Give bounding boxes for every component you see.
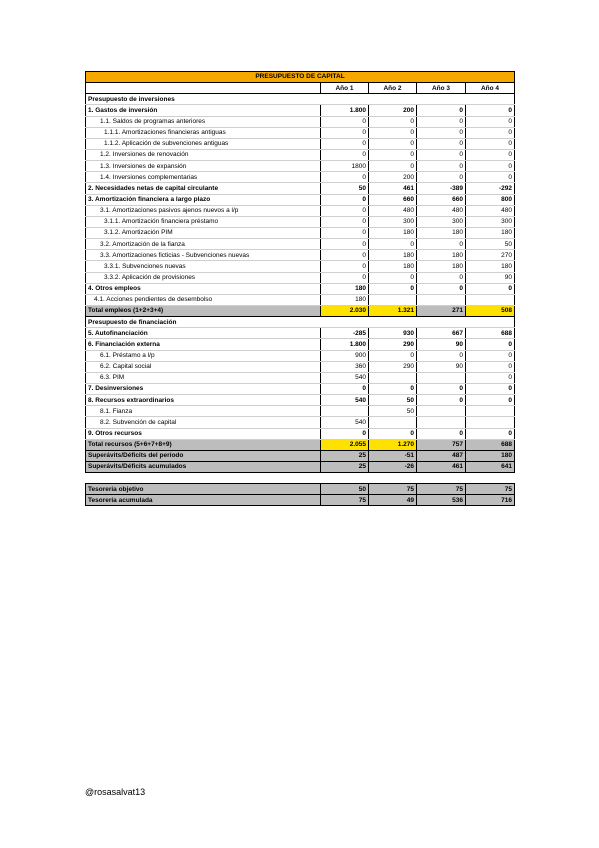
header-blank xyxy=(86,83,321,94)
cell-year1: 75 xyxy=(321,495,369,506)
row-label: 3.3.2. Aplicación de provisiones xyxy=(86,272,321,283)
cell-year4: 0 xyxy=(466,372,515,383)
cell-year4 xyxy=(466,294,515,305)
table-row xyxy=(86,250,515,261)
table-row xyxy=(86,272,515,283)
row-label: 3.1.1. Amortización financiera préstamo xyxy=(86,216,321,227)
cell-year4: 480 xyxy=(466,205,515,216)
cell-year3: 90 xyxy=(417,361,466,372)
cell-year1: 0 xyxy=(321,138,369,149)
row-label: 3.2. Amortización de la fianza xyxy=(86,239,321,250)
cell-year2: 200 xyxy=(369,172,417,183)
row-label: 1.2. Inversiones de renovación xyxy=(86,149,321,160)
cell-year1: 180 xyxy=(321,283,369,294)
cell-year2 xyxy=(369,294,417,305)
row-label: 7. Desinversiones xyxy=(86,383,321,394)
cell-year2: 0 xyxy=(369,283,417,294)
table-row xyxy=(86,361,515,372)
column-header-year1: Año 1 xyxy=(321,83,369,94)
cell-year2: 0 xyxy=(369,383,417,394)
row-label: 1. Gastos de inversión xyxy=(86,105,321,116)
cell-year4: 716 xyxy=(466,495,515,506)
cell-year3: 0 xyxy=(417,172,466,183)
cell-year3: 667 xyxy=(417,328,466,339)
cell-year4: 0 xyxy=(466,138,515,149)
cell-year1: 0 xyxy=(321,194,369,205)
table-title-row xyxy=(86,72,515,83)
table-row xyxy=(86,495,515,506)
cell-year2: 0 xyxy=(369,116,417,127)
cell-year3: 0 xyxy=(417,161,466,172)
cell-year1: 0 xyxy=(321,205,369,216)
table-row xyxy=(86,461,515,472)
cell-year1: -285 xyxy=(321,328,369,339)
cell-year2: 0 xyxy=(369,161,417,172)
cell-year3: 180 xyxy=(417,250,466,261)
table-row xyxy=(86,406,515,417)
table-row xyxy=(86,261,515,272)
cell-year2: 290 xyxy=(369,361,417,372)
table-row xyxy=(86,172,515,183)
row-label: Tesorería objetivo xyxy=(86,484,321,495)
row-label: 6. Financiación externa xyxy=(86,339,321,350)
cell-year3: 0 xyxy=(417,149,466,160)
row-label: 3.3.1. Subvenciones nuevas xyxy=(86,261,321,272)
cell-year3: 0 xyxy=(417,239,466,250)
row-label: 1.4. Inversiones complementarias xyxy=(86,172,321,183)
table-row xyxy=(86,183,515,194)
cell-year4: 688 xyxy=(466,328,515,339)
cell-year4: 0 xyxy=(466,383,515,394)
cell-year4: 688 xyxy=(466,439,515,450)
cell-year3: 487 xyxy=(417,450,466,461)
cell-year2 xyxy=(369,372,417,383)
cell-year3: 480 xyxy=(417,205,466,216)
row-label: Tesorería acumulada xyxy=(86,495,321,506)
cell-year3: 0 xyxy=(417,383,466,394)
cell-year4: 0 xyxy=(466,105,515,116)
table-row xyxy=(86,239,515,250)
cell-year1: 0 xyxy=(321,216,369,227)
cell-year2: 1.270 xyxy=(369,439,417,450)
spacer-row xyxy=(86,473,515,484)
cell-year3 xyxy=(417,417,466,428)
cell-year4 xyxy=(466,417,515,428)
cell-year3 xyxy=(417,372,466,383)
table-row xyxy=(86,127,515,138)
row-label: 1.1.1. Amortizaciones financieras antiguas xyxy=(86,127,321,138)
row-label: 1.3. Inversiones de expansión xyxy=(86,161,321,172)
table-row xyxy=(86,227,515,238)
cell-year3: -389 xyxy=(417,183,466,194)
cell-year1: 1.800 xyxy=(321,339,369,350)
capital-budget-table xyxy=(85,71,515,506)
column-header-year3: Año 3 xyxy=(417,83,466,94)
row-label xyxy=(86,473,321,484)
column-header-year2: Año 2 xyxy=(369,83,417,94)
cell-year4: 0 xyxy=(466,116,515,127)
cell-year4: 180 xyxy=(466,261,515,272)
cell-year1: 0 xyxy=(321,116,369,127)
cell-year1: 25 xyxy=(321,461,369,472)
cell-year1: 1.800 xyxy=(321,105,369,116)
cell-year2: 49 xyxy=(369,495,417,506)
cell-year4: 300 xyxy=(466,216,515,227)
table-row xyxy=(86,138,515,149)
cell-year1: 900 xyxy=(321,350,369,361)
table-row xyxy=(86,395,515,406)
table-row xyxy=(86,205,515,216)
table-title: PRESUPUESTO DE CAPITAL xyxy=(86,72,515,83)
row-label: Total empleos (1+2+3+4) xyxy=(86,305,321,316)
cell-year3: 536 xyxy=(417,495,466,506)
table-row xyxy=(86,149,515,160)
cell-year2 xyxy=(369,417,417,428)
table-row xyxy=(86,383,515,394)
cell-year1: 360 xyxy=(321,361,369,372)
cell-year3: 90 xyxy=(417,339,466,350)
cell-year1: 50 xyxy=(321,183,369,194)
cell-year3 xyxy=(417,406,466,417)
row-label: 6.1. Préstamo a l/p xyxy=(86,350,321,361)
cell-year3 xyxy=(417,473,466,484)
cell-year1: 1800 xyxy=(321,161,369,172)
row-label: 4.1. Acciones pendientes de desembolso xyxy=(86,294,321,305)
cell-year4: -292 xyxy=(466,183,515,194)
row-label: 6.3. PIM xyxy=(86,372,321,383)
cell-year1: 0 xyxy=(321,383,369,394)
cell-year1: 540 xyxy=(321,395,369,406)
cell-year1: 2.055 xyxy=(321,439,369,450)
table-row xyxy=(86,428,515,439)
table-row xyxy=(86,350,515,361)
row-label: Superávits/Déficits acumulados xyxy=(86,461,321,472)
cell-year2: 50 xyxy=(369,406,417,417)
row-label: 2. Necesidades netas de capital circulante xyxy=(86,183,321,194)
cell-year2: 180 xyxy=(369,250,417,261)
table-row xyxy=(86,294,515,305)
table-row xyxy=(86,216,515,227)
cell-year4: 0 xyxy=(466,395,515,406)
cell-year4: 0 xyxy=(466,361,515,372)
row-label: 6.2. Capital social xyxy=(86,361,321,372)
table-row xyxy=(86,283,515,294)
cell-year2 xyxy=(369,473,417,484)
table-row xyxy=(86,450,515,461)
cell-year1: 540 xyxy=(321,417,369,428)
cell-year4 xyxy=(466,406,515,417)
cell-year3: 757 xyxy=(417,439,466,450)
cell-year2: 290 xyxy=(369,339,417,350)
table-row xyxy=(86,484,515,495)
cell-year1: 0 xyxy=(321,250,369,261)
cell-year2: 0 xyxy=(369,149,417,160)
table-row xyxy=(86,439,515,450)
row-label: 3.1. Amortizaciones pasivos ajenos nuevos a l/p xyxy=(86,205,321,216)
cell-year4: 180 xyxy=(466,450,515,461)
table-row xyxy=(86,94,515,105)
cell-year3: 0 xyxy=(417,127,466,138)
table-row xyxy=(86,372,515,383)
row-label: 3. Amortización financiera a largo plazo xyxy=(86,194,321,205)
cell-year2: 0 xyxy=(369,350,417,361)
row-label: 8. Recursos extraordinarios xyxy=(86,395,321,406)
table-row xyxy=(86,417,515,428)
cell-year3: 0 xyxy=(417,138,466,149)
cell-year1: 0 xyxy=(321,172,369,183)
cell-year3 xyxy=(417,294,466,305)
cell-year3: 0 xyxy=(417,395,466,406)
cell-year4: 0 xyxy=(466,283,515,294)
cell-year4: 50 xyxy=(466,239,515,250)
cell-year2: 0 xyxy=(369,239,417,250)
cell-year1: 0 xyxy=(321,428,369,439)
cell-year1: 2.030 xyxy=(321,305,369,316)
cell-year1: 0 xyxy=(321,272,369,283)
cell-year4: 180 xyxy=(466,227,515,238)
table-row xyxy=(86,339,515,350)
cell-year2: 180 xyxy=(369,227,417,238)
cell-year3: 0 xyxy=(417,283,466,294)
cell-year4: 90 xyxy=(466,272,515,283)
table-row xyxy=(86,328,515,339)
cell-year3: 0 xyxy=(417,116,466,127)
cell-year4: 641 xyxy=(466,461,515,472)
row-label: 3.1.2. Amortización PIM xyxy=(86,227,321,238)
cell-year4: 270 xyxy=(466,250,515,261)
cell-year1: 50 xyxy=(321,484,369,495)
row-label: 1.1.2. Aplicación de subvenciones antiguas xyxy=(86,138,321,149)
row-label: Presupuesto de inversiones xyxy=(86,94,515,105)
cell-year2: 0 xyxy=(369,272,417,283)
column-header-year4: Año 4 xyxy=(466,83,515,94)
cell-year2: 461 xyxy=(369,183,417,194)
cell-year2: -26 xyxy=(369,461,417,472)
cell-year1: 0 xyxy=(321,261,369,272)
cell-year1: 25 xyxy=(321,450,369,461)
cell-year3: 660 xyxy=(417,194,466,205)
cell-year2: 480 xyxy=(369,205,417,216)
cell-year2: -51 xyxy=(369,450,417,461)
cell-year2: 660 xyxy=(369,194,417,205)
cell-year1: 180 xyxy=(321,294,369,305)
cell-year4: 0 xyxy=(466,339,515,350)
cell-year2: 1.321 xyxy=(369,305,417,316)
cell-year3: 300 xyxy=(417,216,466,227)
row-label: 3.3. Amortizaciones ficticias - Subvenciones nuevas xyxy=(86,250,321,261)
cell-year3: 0 xyxy=(417,428,466,439)
cell-year1: 0 xyxy=(321,227,369,238)
cell-year3: 0 xyxy=(417,350,466,361)
cell-year2: 300 xyxy=(369,216,417,227)
cell-year4 xyxy=(466,473,515,484)
cell-year2: 0 xyxy=(369,138,417,149)
cell-year2: 180 xyxy=(369,261,417,272)
row-label: Superávits/Déficits del período xyxy=(86,450,321,461)
cell-year2: 200 xyxy=(369,105,417,116)
cell-year1: 0 xyxy=(321,239,369,250)
cell-year2: 50 xyxy=(369,395,417,406)
cell-year1 xyxy=(321,473,369,484)
table-row xyxy=(86,161,515,172)
cell-year1 xyxy=(321,406,369,417)
cell-year4: 800 xyxy=(466,194,515,205)
table-row xyxy=(86,194,515,205)
cell-year3: 180 xyxy=(417,227,466,238)
cell-year4: 0 xyxy=(466,161,515,172)
table-row xyxy=(86,317,515,328)
cell-year3: 75 xyxy=(417,484,466,495)
cell-year1: 0 xyxy=(321,127,369,138)
cell-year3: 0 xyxy=(417,272,466,283)
table-row xyxy=(86,305,515,316)
row-label: 9. Otros recursos xyxy=(86,428,321,439)
row-label: 8.2. Subvención de capital xyxy=(86,417,321,428)
row-label: 8.1. Fianza xyxy=(86,406,321,417)
cell-year1: 540 xyxy=(321,372,369,383)
row-label: 4. Otros empleos xyxy=(86,283,321,294)
author-handle: @rosasalvat13 xyxy=(85,787,146,797)
cell-year4: 0 xyxy=(466,350,515,361)
table-row xyxy=(86,116,515,127)
cell-year3: 0 xyxy=(417,105,466,116)
cell-year2: 0 xyxy=(369,127,417,138)
row-label: Presupuesto de financiación xyxy=(86,317,515,328)
cell-year4: 0 xyxy=(466,172,515,183)
cell-year2: 75 xyxy=(369,484,417,495)
row-label: 1.1. Saldos de programas anteriores xyxy=(86,116,321,127)
cell-year4: 0 xyxy=(466,428,515,439)
header-row xyxy=(86,83,515,94)
table-row xyxy=(86,105,515,116)
cell-year2: 0 xyxy=(369,428,417,439)
cell-year3: 461 xyxy=(417,461,466,472)
cell-year4: 0 xyxy=(466,149,515,160)
row-label: Total recursos (5+6+7+8+9) xyxy=(86,439,321,450)
cell-year3: 180 xyxy=(417,261,466,272)
cell-year3: 271 xyxy=(417,305,466,316)
cell-year4: 75 xyxy=(466,484,515,495)
cell-year1: 0 xyxy=(321,149,369,160)
cell-year4: 0 xyxy=(466,127,515,138)
cell-year4: 508 xyxy=(466,305,515,316)
row-label: 5. Autofinanciación xyxy=(86,328,321,339)
cell-year2: 930 xyxy=(369,328,417,339)
